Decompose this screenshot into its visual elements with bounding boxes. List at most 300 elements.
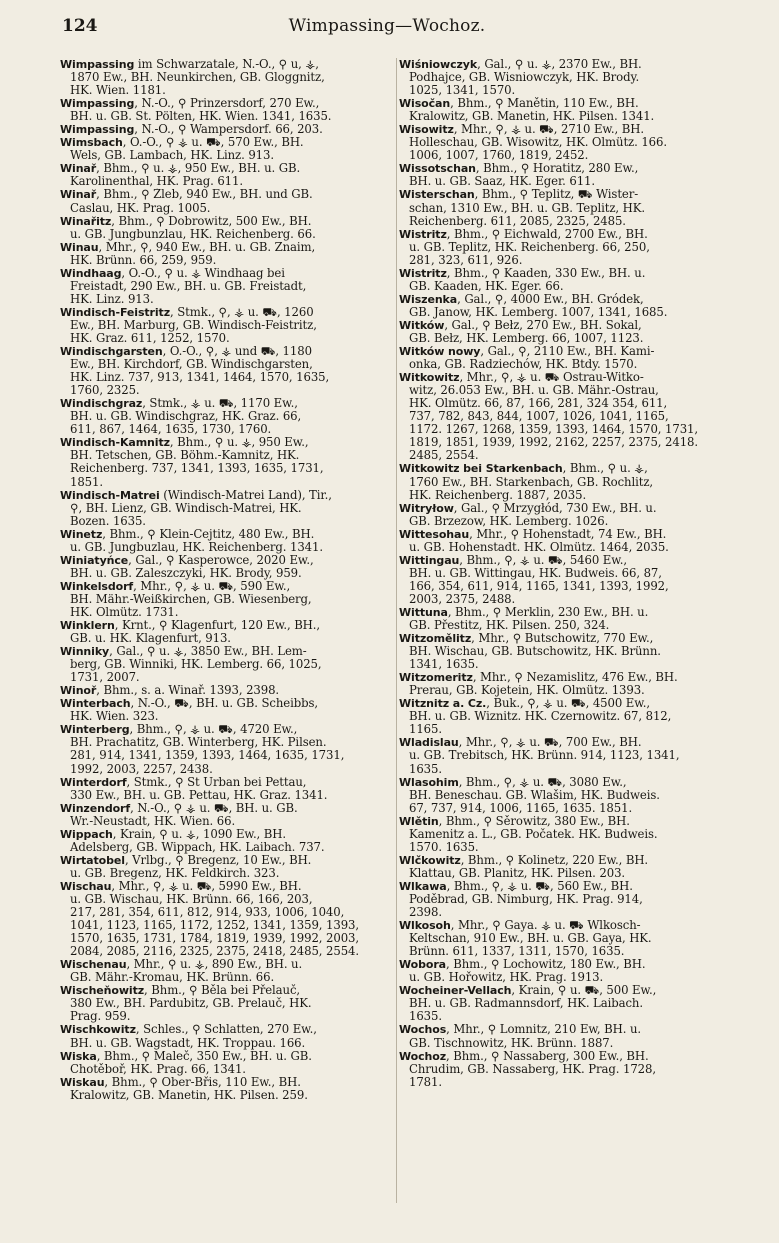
entry-text: 1570, 1635, 1731, 1784, 1819, 1939, 1992, 2003, [70, 932, 359, 946]
entry-headword: Witzomeritz [399, 671, 473, 685]
right-column [399, 58, 735, 1089]
entry-text: u. GB. Jungbuzlau, HK. Reichenberg. 1341. [70, 540, 323, 554]
entry-continuation-line [399, 280, 735, 293]
entry-text: 1760 Ew., BH. Starkenbach, GB. Rochlitz, [409, 475, 654, 489]
entry-line [60, 958, 396, 971]
entry-text: witz, 26.053 Ew., BH. u. GB. Mähr.-Ostrau, [409, 384, 659, 398]
entry-text: 2003, 2375, 2488. [409, 592, 516, 606]
entry-text: GB. Brzezow, HK. Lemberg. 1026. [409, 514, 609, 528]
running-title: Wimpassing—Wochoz. [288, 16, 486, 36]
entry-text: , Bhm., ⚲ u. ⚶, 950 Ew., BH. u. GB. [96, 162, 301, 176]
entry-text: Wels, GB. Lambach, HK. Linz. 913. [70, 149, 274, 163]
entry-line [60, 580, 396, 593]
entry-continuation-line [60, 384, 396, 397]
entry-line [60, 436, 396, 449]
entry-continuation-line [399, 110, 735, 123]
entry-continuation-line [60, 541, 396, 554]
entry-text: , Gal., ⚲ Bełz, 270 Ew., BH. Sokal, [444, 318, 642, 332]
entry-line [60, 554, 396, 567]
entry-continuation-line [399, 476, 735, 489]
entry-headword: Wittingau [399, 553, 460, 567]
entry-text: 1025, 1341, 1570. [409, 84, 516, 98]
entry-headword: Wissotschan [399, 162, 476, 176]
entry-text: , N.-Ö., ⛟, BH. u. GB. Scheibbs, [130, 697, 319, 711]
entry-continuation-line [60, 867, 396, 880]
entry-continuation-line [399, 906, 735, 919]
entry-headword: Wobora [399, 958, 446, 972]
entry-headword: Wischau [60, 879, 112, 893]
entry-text: , Bhm., ⚲ Horatitz, 280 Ew., [475, 162, 639, 176]
entry-text: Keltschan, 910 Ew., BH. u. GB. Gaya, HK. [409, 932, 652, 946]
entry-continuation-line [60, 449, 396, 462]
entry-continuation-line [399, 489, 735, 502]
entry-line [399, 319, 735, 332]
entry-text: , Vrlbg., ⚲ Bregenz, 10 Ew., BH. [124, 853, 312, 867]
entry-continuation-line [399, 645, 735, 658]
entry-text: BH. u. GB. Radmannsdorf, HK. Laibach. [409, 997, 643, 1011]
entry-text: , Mhr., ⚲ u. ⚶, 890 Ew., BH. u. [126, 958, 303, 972]
entry-headword: Winterdorf [60, 775, 127, 789]
entry-text: , Bhm., ⚲ Sěrowitz, 380 Ew., BH. [438, 814, 630, 828]
entry-continuation-line [60, 997, 396, 1010]
entry-line [399, 162, 735, 175]
entry-text: 1635. [409, 1010, 442, 1024]
entry-continuation-line [399, 841, 735, 854]
entry-line [60, 1076, 396, 1089]
entry-line [60, 684, 396, 697]
entry-headword: Wimpassing [60, 97, 135, 111]
entry-continuation-line [399, 684, 735, 697]
entry-continuation-line [60, 476, 396, 489]
entry-line [60, 854, 396, 867]
entry-text: 281, 914, 1341, 1359, 1393, 1464, 1635, 1731, [70, 749, 345, 763]
entry-headword: Witków nowy [399, 345, 481, 359]
entry-continuation-line [399, 867, 735, 880]
entry-text: u. GB. Hořowitz, HK. Prag. 1913. [409, 971, 604, 985]
entry-text: , Bhm., ⚲ Běla bei Přelauč, [144, 984, 301, 998]
entry-text: , Mhr., ⚲ Lomnitz, 210 Ew, BH. u. [446, 1023, 641, 1037]
entry-headword: Wochos [399, 1023, 447, 1037]
entry-text: , Buk., ⚲, ⚶ u. ⛟, 4500 Ew., [486, 697, 650, 711]
entry-line [60, 241, 396, 254]
entry-continuation-line [399, 358, 735, 371]
entry-text: , Bhm., ⚲ Dobrowitz, 500 Ew., BH. [111, 214, 312, 228]
entry-continuation-line [399, 710, 735, 723]
entry-headword: Winetz [60, 527, 103, 541]
entry-continuation-line [399, 893, 735, 906]
entry-continuation-line [399, 1010, 735, 1023]
entry-continuation-line [399, 749, 735, 762]
entry-continuation-line [60, 893, 396, 906]
entry-text: , Bhm., ⚲ Ober-Břis, 110 Ew., BH. [104, 1075, 301, 1089]
entry-line [399, 984, 735, 997]
entry-continuation-line [399, 593, 735, 606]
entry-text: u. GB. Teplitz, HK. Reichenberg. 66, 250, [409, 240, 650, 254]
entry-text: im Schwarzatale, N.-Ö., ⚲ u, ⚶, [134, 58, 319, 71]
entry-text: Wr.-Neustadt, HK. Wien. 66. [70, 814, 236, 828]
entry-continuation-line [60, 606, 396, 619]
entry-text: GB. Tischnowitz, HK. Brünn. 1887. [409, 1036, 614, 1050]
entry-text: GB. Kaaden, HK. Eger. 66. [409, 279, 564, 293]
entry-text: 1760, 2325. [70, 384, 140, 398]
entry-text: Časlau, HK. Prag. 1005. [70, 201, 211, 215]
entry-headword: Windischgraz [60, 397, 143, 411]
entry-headword: Wimsbach [60, 136, 123, 150]
entry-text: , N.-Ö., ⚲ ⚶ u. ⛟, BH. u. GB. [130, 801, 298, 815]
entry-line [399, 880, 735, 893]
entry-text: 380 Ew., BH. Pardubitz, GB. Prelauč, HK. [70, 997, 312, 1011]
entry-continuation-line [399, 1037, 735, 1050]
entry-text: Reichenberg. 737, 1341, 1393, 1635, 1731, [70, 462, 324, 476]
entry-headword: Winařitz [60, 214, 112, 228]
entry-line [60, 802, 396, 815]
entry-continuation-line [399, 658, 735, 671]
entry-headword: Wimpassing [60, 58, 135, 71]
entry-line [60, 489, 396, 502]
entry-text: HK. Linz. 737, 913, 1341, 1464, 1570, 1635, [70, 371, 330, 385]
entry-headword: Wochoz [399, 1049, 447, 1063]
entry-continuation-line [60, 175, 396, 188]
entry-continuation-line [399, 423, 735, 436]
entry-continuation-line [60, 632, 396, 645]
entry-continuation-line [60, 502, 396, 515]
entry-text: , N.-Ö., ⚲ Wampersdorf. 66, 203. [134, 123, 323, 137]
entry-line [399, 371, 735, 384]
entry-line [60, 215, 396, 228]
entry-headword: Winzendorf [60, 801, 131, 815]
entry-text: , Bhm., ⚲, ⚶ u. ⛟, 3080 Ew., [458, 775, 627, 789]
entry-headword: Wlasohim [399, 775, 459, 789]
entry-continuation-line [60, 254, 396, 267]
entry-line [399, 776, 735, 789]
column-divider [396, 58, 397, 1203]
entry-text: Podhajce, GB. Wisniowczyk, HK. Brody. [409, 71, 640, 85]
entry-text: ⚲, BH. Lienz, GB. Windisch-Matrei, HK. [70, 501, 302, 515]
entry-text: , Mhr., ⚲, ⚶ u. ⛟ Ostrau-Witko- [459, 371, 644, 385]
entry-text: , Mhr., ⚲, ⚶ u. ⛟, 590 Ew., [133, 579, 291, 593]
entry-text: BH. Beneschau. GB. Wlašim, HK. Budweis. [409, 788, 660, 802]
entry-continuation-line [399, 384, 735, 397]
entry-headword: Witznitz a. Cz. [399, 697, 487, 711]
entry-continuation-line [60, 332, 396, 345]
entry-text: , Krnt., ⚲ Klagenfurt, 120 Ew., BH., [114, 619, 321, 633]
entry-continuation-line [399, 515, 735, 528]
entry-text: , Bhm., ⚲, ⚶ u. ⛟, 5460 Ew., [459, 553, 627, 567]
entry-headword: Wisowitz [399, 123, 454, 137]
entry-text: , Bhm., ⚲ Eichwald, 2700 Ew., BH. [446, 227, 648, 241]
entry-text: , Bhm., ⚲ u. ⚶, 950 Ew., [169, 436, 309, 450]
entry-text: Chotěboř, HK. Prag. 66, 1341. [70, 1062, 246, 1076]
entry-text: u. GB. Trebitsch, HK. Brünn. 914, 1123, 1341, [409, 749, 680, 763]
entry-text: Bozen. 1635. [70, 514, 146, 528]
entry-headword: Windisch-Kamnitz [60, 436, 170, 450]
entry-line [399, 697, 735, 710]
entry-continuation-line [60, 736, 396, 749]
entry-text: 2084, 2085, 2116, 2325, 2375, 2418, 2485, 2554. [70, 945, 359, 959]
entry-text: Kralowitz, GB. Manetin, HK. Pilsen. 1341. [409, 110, 655, 124]
entry-line [399, 293, 735, 306]
entry-continuation-line [60, 515, 396, 528]
entry-headword: Wisterschan [399, 188, 475, 202]
entry-text: 2398. [409, 906, 442, 920]
entry-text: GB. Janow, HK. Lemberg. 1007, 1341, 1685. [409, 305, 668, 319]
entry-text: Adelsberg, GB. Wippach, HK. Laibach. 737. [70, 840, 325, 854]
entry-continuation-line [399, 175, 735, 188]
entry-line [399, 815, 735, 828]
entry-text: BH. u. GB. Zaleszczyki, HK. Brody, 959. [70, 566, 302, 580]
entry-text: BH. u. GB. Saaz, HK. Eger. 611. [409, 175, 595, 189]
entry-text: BH. u. GB. St. Pölten, HK. Wien. 1341, 1635. [70, 110, 332, 124]
entry-text: 1165. [409, 723, 442, 737]
entry-headword: Windischgarsten [60, 345, 163, 359]
entry-continuation-line [60, 749, 396, 762]
entry-continuation-line [399, 254, 735, 267]
entry-text: Ew., BH. Kirchdorf, GB. Windischgarsten, [70, 358, 313, 372]
entry-text: , Krain, ⚲ u. ⚶, 1090 Ew., BH. [112, 827, 286, 841]
entry-text: Brünn. 611, 1337, 1311, 1570, 1635. [409, 945, 625, 959]
entry-continuation-line [399, 306, 735, 319]
entry-text: , Mhr., ⚲, ⚶ u. ⛟, 2710 Ew., BH. [453, 123, 644, 137]
entry-line [399, 919, 735, 932]
entry-line [60, 136, 396, 149]
entry-continuation-line [399, 436, 735, 449]
entry-text: u. GB. Hohenstadt. HK. Olmütz. 1464, 2035. [409, 540, 669, 554]
entry-continuation-line [399, 619, 735, 632]
entry-continuation-line [399, 410, 735, 423]
entry-text: , Stmk., ⚲, ⚶ u. ⛟, 1260 [170, 305, 314, 319]
entry-continuation-line [399, 449, 735, 462]
entry-text: GB. Mähr.-Kromau, HK. Brünn. 66. [70, 971, 275, 985]
entry-continuation-line [60, 710, 396, 723]
entry-continuation-line [60, 71, 396, 84]
entry-headword: Wlkawa [399, 879, 447, 893]
entry-headword: Witków [399, 318, 445, 332]
entry-text: HK. Olmütz. 1731. [70, 605, 179, 619]
entry-line [399, 958, 735, 971]
entry-text: Poděbrad, GB. Nimburg, HK. Prag. 914, [409, 893, 643, 906]
entry-continuation-line [60, 1010, 396, 1023]
entry-text: BH. u. GB. Windischgraz, HK. Graz. 66, [70, 410, 302, 424]
entry-text: , Bhm., ⚲, ⚶ u. ⛟, 4720 Ew., [129, 723, 298, 737]
entry-continuation-line [60, 149, 396, 162]
entry-text: BH. Prachatitz, GB. Winterberg, HK. Pilsen. [70, 736, 327, 750]
entry-text: , Bhm., ⚲ Klein-Cejtitz, 480 Ew., BH. [102, 527, 315, 541]
entry-text: , Bhm., ⚲ Kaaden, 330 Ew., BH. u. [446, 266, 646, 280]
entry-line [60, 880, 396, 893]
entry-text: Kamenitz a. L., GB. Počatek. HK. Budweis. [409, 827, 658, 841]
entry-text: , N.-Ö., ⚲ Prinzersdorf, 270 Ew., [134, 97, 320, 111]
entry-continuation-line [60, 815, 396, 828]
entry-continuation-line [399, 828, 735, 841]
entry-text: , Gal., ⚲ u. ⚶, 2370 Ew., BH. [477, 58, 642, 71]
entry-continuation-line [60, 671, 396, 684]
entry-continuation-line [399, 1063, 735, 1076]
entry-text: HK. Wien. 323. [70, 710, 159, 724]
entry-headword: Wiska [60, 1049, 97, 1063]
entry-line [60, 697, 396, 710]
entry-headword: Wimpassing [60, 123, 135, 137]
entry-continuation-line [60, 567, 396, 580]
entry-line [60, 188, 396, 201]
entry-text: , Bhm., ⚲ u. ⚶, [562, 462, 648, 476]
entry-headword: Wittuna [399, 605, 448, 619]
entry-continuation-line [60, 202, 396, 215]
entry-headword: Witzomělitz [399, 632, 472, 646]
entry-text: 281, 323, 611, 926. [409, 253, 523, 267]
entry-continuation-line [399, 202, 735, 215]
entry-continuation-line [399, 541, 735, 554]
entry-text: Ew., BH. Marburg, GB. Windisch-Feistritz, [70, 318, 317, 332]
entry-text: 2485, 2554. [409, 449, 479, 463]
entry-continuation-line [60, 423, 396, 436]
entry-text: HK. Wien. 1181. [70, 84, 166, 98]
entry-text: , Stmk., ⚲ St Urban bei Pettau, [126, 775, 307, 789]
entry-text: Chrudim, GB. Nassaberg, HK. Prag. 1728, [409, 1062, 656, 1076]
entry-text: 1635. [409, 762, 442, 776]
entry-text: 217, 281, 354, 611, 812, 914, 933, 1006, 1040, [70, 906, 345, 920]
entry-text: , Mhr., ⚲ Butschowitz, 770 Ew., [471, 632, 654, 646]
entry-text: , Mhr., ⚲, 940 Ew., BH. u. GB. Znaim, [98, 240, 316, 254]
entry-continuation-line [399, 84, 735, 97]
entry-text: , Bhm., ⚲, ⚶ u. ⛟, 560 Ew., BH. [446, 879, 633, 893]
entry-continuation-line [60, 293, 396, 306]
entry-headword: Winiatyńce [60, 553, 129, 567]
entry-headword: Windisch-Feistritz [60, 305, 171, 319]
entry-line [60, 97, 396, 110]
entry-text: 330 Ew., BH. u. GB. Pettau, HK. Graz. 1341. [70, 788, 328, 802]
entry-text: 1172. 1267, 1268, 1359, 1393, 1464, 1570, 1731, [409, 423, 698, 437]
entry-line [399, 554, 735, 567]
entry-text: HK. Brünn. 66, 259, 959. [70, 253, 217, 267]
entry-continuation-line [399, 763, 735, 776]
entry-continuation-line [399, 149, 735, 162]
entry-continuation-line [399, 971, 735, 984]
entry-headword: Wiskau [60, 1075, 105, 1089]
entry-line [399, 1023, 735, 1036]
entry-text: BH. u. GB. Wiznitz. HK. Czernowitz. 67, 812, [409, 710, 672, 724]
entry-continuation-line [60, 906, 396, 919]
entry-continuation-line [60, 919, 396, 932]
entry-text: , Stmk., ⚶ u. ⛟, 1170 Ew., [142, 397, 298, 411]
entry-continuation-line [399, 802, 735, 815]
entry-line [399, 502, 735, 515]
entry-headword: Wladislau [399, 736, 459, 750]
entry-text: onka, GB. Radziechów, HK. Btdy. 1570. [409, 358, 638, 372]
entry-text: , O.-Ö., ⚲ ⚶ u. ⛟, 570 Ew., BH. [122, 136, 304, 150]
entry-text: HK. Reichenberg. 1887, 2035. [409, 488, 587, 502]
entry-line [399, 606, 735, 619]
entry-text: , Gal., ⚲ Kasperowce, 2020 Ew., [128, 553, 314, 567]
entry-line [60, 645, 396, 658]
entry-continuation-line [399, 932, 735, 945]
entry-text: Prerau, GB. Kojetein, HK. Olmütz. 1393. [409, 684, 645, 698]
entry-continuation-line [399, 241, 735, 254]
entry-text: , Bhm., ⚲ Teplitz, ⛟ Wister- [474, 188, 639, 202]
entry-line [60, 58, 396, 71]
entry-text: , Gal., ⚲, 4000 Ew., BH. Gródek, [457, 292, 644, 306]
entry-text: Karolinenthal, HK. Prag. 611. [70, 175, 243, 189]
entry-continuation-line [399, 580, 735, 593]
entry-text: 1781. [409, 1075, 442, 1089]
entry-line [60, 1050, 396, 1063]
entry-continuation-line [60, 358, 396, 371]
entry-headword: Wippach [60, 827, 113, 841]
entry-text: BH. u. GB. Wittingau, HK. Budweis. 66, 87, [409, 566, 662, 580]
entry-continuation-line [60, 945, 396, 958]
entry-headword: Winař [60, 162, 97, 176]
entry-text: 1870 Ew., BH. Neunkirchen, GB. Gloggnitz, [70, 71, 325, 85]
entry-continuation-line [399, 332, 735, 345]
entry-continuation-line [399, 567, 735, 580]
entry-headword: Winkelsdorf [60, 579, 134, 593]
entry-headword: Winoř [60, 684, 97, 698]
entry-line [60, 267, 396, 280]
entry-line [399, 671, 735, 684]
entry-text: , Mhr., ⚲ Gaya. ⚶ u. ⛟ Wlkosch- [450, 919, 641, 933]
entry-text: , Bhm., ⚲ Manětin, 110 Ew., BH. [450, 97, 639, 111]
entry-text: , Gal., ⚲ u. ⚶, 3850 Ew., BH. Lem- [109, 645, 307, 659]
entry-continuation-line [60, 789, 396, 802]
entry-line [60, 397, 396, 410]
entry-text: Kralowitz, GB. Manetin, HK. Pilsen. 259. [70, 1088, 308, 1102]
entry-line [399, 123, 735, 136]
entry-line [399, 736, 735, 749]
entry-text: Klattau, GB. Planitz, HK. Pilsen. 203. [409, 866, 626, 880]
entry-line [60, 162, 396, 175]
entry-line [399, 528, 735, 541]
entry-headword: Wiśniowczyk [399, 58, 478, 71]
entry-text: , Krain, ⚲ u. ⛟, 500 Ew., [511, 984, 657, 998]
entry-headword: Witkowitz [399, 371, 460, 385]
entry-headword: Witryłow [399, 501, 454, 515]
entry-text: 1006, 1007, 1760, 1819, 2452. [409, 149, 589, 163]
entry-continuation-line [60, 371, 396, 384]
entry-text: , Schles., ⚲ Schlatten, 270 Ew., [135, 1023, 317, 1037]
entry-text: BH. Wischau, GB. Butschowitz, HK. Brünn. [409, 645, 661, 659]
entry-continuation-line [399, 1076, 735, 1089]
entry-continuation-line [399, 397, 735, 410]
entry-text: , Bhm., ⚲ Nassaberg, 300 Ew., BH. [446, 1049, 649, 1063]
entry-headword: Winklern [60, 619, 115, 633]
entry-text: berg, GB. Winniki, HK. Lemberg. 66, 1025, [70, 658, 322, 672]
entry-text: Reichenberg. 611, 2085, 2325, 2485. [409, 214, 626, 228]
entry-text: (Windisch-Matrei Land), Tir., [159, 488, 332, 502]
entry-continuation-line [60, 658, 396, 671]
entry-text: , O.-Ö., ⚲ u. ⚶ Windhaag bei [121, 266, 285, 280]
entry-line [399, 854, 735, 867]
entry-continuation-line [399, 136, 735, 149]
entry-headword: Wiszenka [399, 292, 458, 306]
entry-line [399, 632, 735, 645]
entry-headword: Windisch-Matrei [60, 488, 160, 502]
entry-text: , Gal., ⚲ Mrzygłód, 730 Ew., BH. u. [453, 501, 657, 515]
entry-line [399, 267, 735, 280]
entry-continuation-line [399, 789, 735, 802]
entry-continuation-line [60, 1037, 396, 1050]
entry-text: 67, 737, 914, 1006, 1165, 1635. 1851. [409, 801, 633, 815]
entry-continuation-line [60, 1063, 396, 1076]
entry-headword: Wirtatobel [60, 853, 125, 867]
entry-text: 737, 782, 843, 844, 1007, 1026, 1041, 1165, [409, 410, 669, 424]
entry-text: u. GB. Bregenz, HK. Feldkirch. 323. [70, 866, 280, 880]
entry-continuation-line [60, 593, 396, 606]
entry-continuation-line [60, 462, 396, 475]
entry-continuation-line [60, 410, 396, 423]
entry-continuation-line [60, 1089, 396, 1102]
entry-continuation-line [60, 319, 396, 332]
entry-headword: Wittesohau [399, 527, 470, 541]
entry-line [399, 462, 735, 475]
